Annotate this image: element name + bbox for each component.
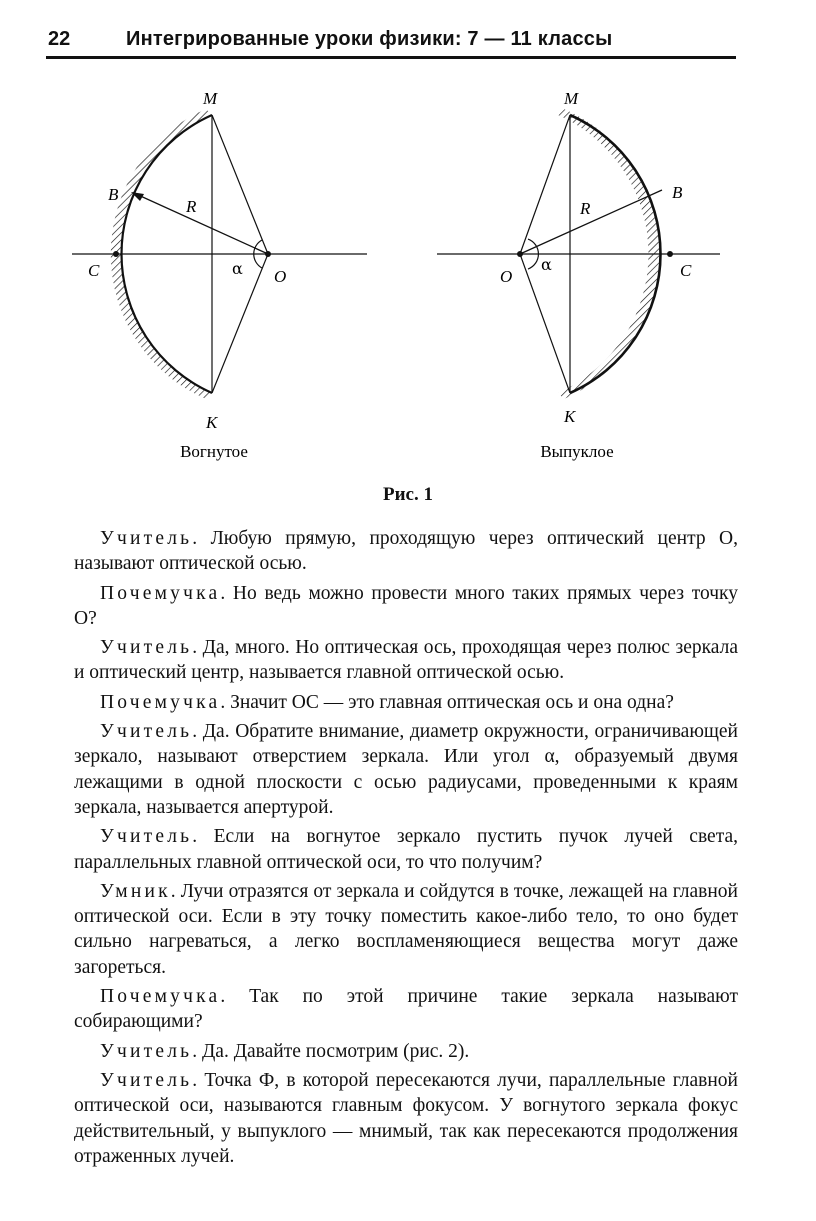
label-c-left: C — [88, 261, 100, 280]
dialogue-text — [74, 526, 738, 1173]
page-number: 22 — [48, 28, 71, 50]
utterance: . Но ведь можно провести много таких прямых через точку O? — [74, 582, 738, 629]
header-rule — [46, 56, 736, 59]
convex-radius-ob — [520, 190, 662, 254]
label-c-right: C — [680, 261, 692, 280]
label-r-right: R — [580, 199, 591, 218]
convex-point-o — [517, 251, 523, 257]
speaker: Учитель — [100, 528, 193, 549]
figure-mirrors — [0, 60, 816, 480]
page-header — [46, 22, 736, 56]
label-k-right: K — [564, 407, 576, 426]
label-m-right: M — [564, 89, 579, 108]
utterance: . Да. Обратите внимание, диаметр окружности, ограничивающей зеркало, называют отверстием зеркала. Или угол α, образуемый двумя лежащими в одной плоскости с осью радиусами, проведенными к краям зеркала, называется апертурой. — [74, 721, 738, 818]
utterance: . Значит OC — это главная оптическая ось и она одна? — [220, 691, 674, 713]
label-o-left: O — [274, 267, 287, 286]
concave-point-c — [113, 251, 119, 257]
label-b-left: B — [108, 185, 119, 204]
paragraph — [74, 719, 738, 820]
utterance: . Лучи отразятся от зеркала и сойдутся в точке, лежащей на главной оптической оси. Если в эту точку поместить какое-либо тело, то оно будет сильно нагреваться, а легко воспламеняющиеся вещества могут даже загореться. — [74, 880, 738, 978]
utterance: . Так по этой причине такие зеркала называют собирающими? — [74, 986, 738, 1033]
utterance: . Точка Ф, в которой пересекаются лучи, параллельные главной оптической оси, называются главным фокусом. У вогнутого зеркала фокус действительный, у выпуклого — мнимый, так как пересекаются продолжения отраженных лучей. — [74, 1069, 738, 1167]
figure-caption: Рис. 1 — [383, 484, 433, 505]
label-alpha-left: α — [232, 259, 243, 278]
convex-mirror-diagram — [437, 89, 720, 461]
label-o-right: O — [500, 267, 513, 286]
running-title: Интегрированные уроки физики: 7 — 11 классы — [126, 28, 613, 50]
label-m-left: M — [203, 89, 218, 108]
concave-radius-om — [212, 115, 268, 254]
speaker: Учитель — [100, 721, 193, 743]
speaker: Почемучка — [100, 691, 221, 713]
concave-point-o — [265, 251, 271, 257]
paragraph — [74, 879, 738, 980]
caption-concave: Вогнутое — [180, 442, 248, 461]
paragraph — [74, 984, 738, 1035]
speaker: Учитель — [100, 826, 193, 848]
speaker: Учитель — [100, 1069, 193, 1091]
paragraph — [74, 690, 738, 715]
concave-radius-ob — [136, 194, 268, 254]
speaker: Учитель — [100, 637, 193, 659]
label-r-left: R — [186, 197, 197, 216]
paragraph — [74, 581, 738, 632]
paragraph — [74, 824, 738, 875]
paragraph — [74, 526, 738, 577]
utterance: . Да. Давайте посмотрим (рис. 2). — [192, 1040, 470, 1062]
label-alpha-right: α — [541, 255, 552, 274]
speaker: Почемучка — [100, 582, 221, 604]
label-b-right: B — [672, 183, 683, 202]
utterance: . Если на вогнутое зеркало пустить пучок лучей света, параллельных главной оптической оси, то что получим? — [74, 826, 738, 873]
paragraph — [74, 1039, 738, 1064]
convex-radius-om — [520, 115, 570, 254]
caption-convex: Выпуклое — [540, 442, 614, 461]
speaker: Почемучка — [100, 986, 221, 1008]
concave-mirror-diagram — [72, 89, 367, 461]
utterance: . Да, много. Но оптическая ось, проходящая через полюс зеркала и оптический центр, называется главной оптической осью. — [74, 637, 738, 684]
paragraph — [74, 1068, 738, 1169]
speaker: Умник — [100, 880, 171, 902]
label-k-left: K — [206, 413, 218, 432]
utterance: . Любую прямую, проходящую через оптический центр O, называют оптической осью. — [74, 528, 738, 575]
speaker: Учитель — [100, 1040, 193, 1062]
convex-point-c — [667, 251, 673, 257]
paragraph — [74, 635, 738, 686]
convex-radius-ok — [520, 254, 570, 393]
